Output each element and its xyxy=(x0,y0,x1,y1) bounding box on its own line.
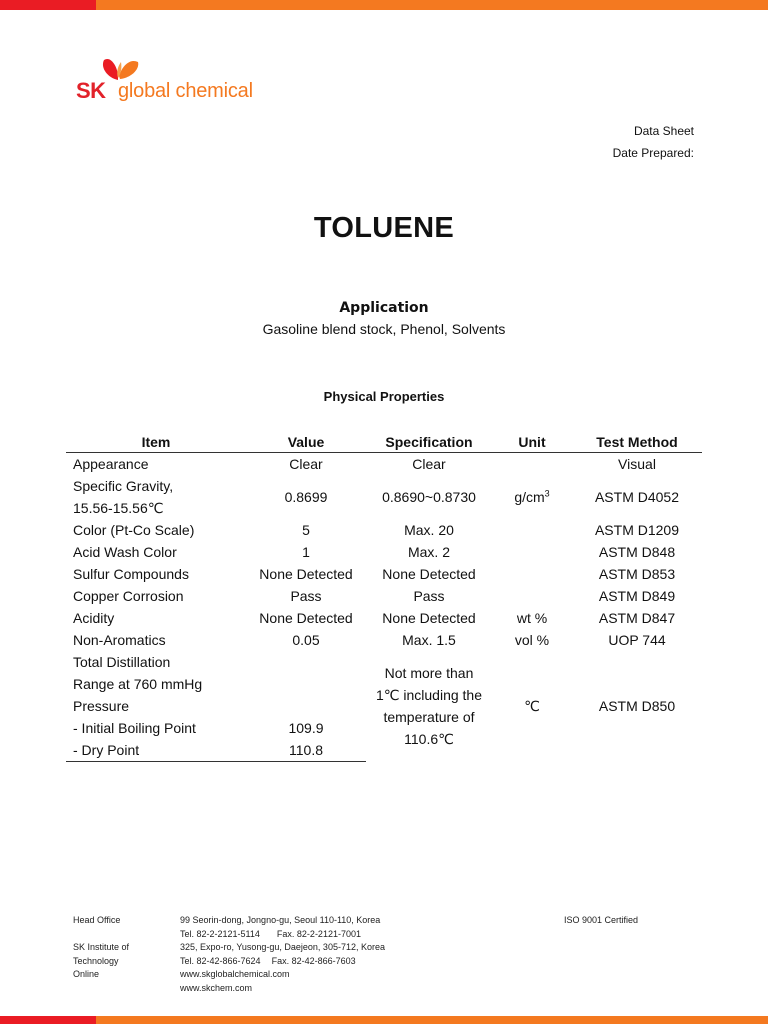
table-row xyxy=(66,607,702,629)
cell-method: ASTM D1209 xyxy=(594,522,680,538)
doc-type-label: Data Sheet xyxy=(633,124,694,138)
cell-unit xyxy=(492,475,572,519)
cell-spec: Max. 20 xyxy=(404,522,454,538)
top-color-bar xyxy=(0,0,768,10)
cell-value: None Detected xyxy=(259,610,353,626)
footer-online-label: Online xyxy=(73,969,100,980)
footer-institute-address: 325, Expo-ro, Yusong-gu, Daejeon, 305-712, Korea xyxy=(180,942,385,953)
cell-item-line: 15.56-15.56℃ xyxy=(73,500,164,516)
footer-institute-label: SK Institute of xyxy=(73,942,130,953)
table-row xyxy=(66,519,702,541)
unit-text: g/cm xyxy=(514,489,545,505)
cell-item: Color (Pt-Co Scale) xyxy=(73,522,195,538)
cell-item: Appearance xyxy=(73,456,149,472)
physical-properties-table xyxy=(66,431,702,762)
footer-website-link[interactable]: www.skglobalchemical.com xyxy=(180,969,290,980)
cell-method: ASTM D849 xyxy=(598,588,676,604)
cell-spec-line: temperature of xyxy=(383,709,475,726)
cell-value: 110.8 xyxy=(246,739,366,762)
column-header-specification: Specification xyxy=(366,431,492,453)
top-bar-red-segment xyxy=(0,0,96,10)
cell-value: None Detected xyxy=(259,566,353,582)
cell-item: Acid Wash Color xyxy=(73,544,177,560)
column-header-test-method: Test Method xyxy=(572,431,702,453)
table-row xyxy=(66,585,702,607)
table-row xyxy=(66,629,702,651)
cell-item: Non-Aromatics xyxy=(73,632,166,648)
cell-unit xyxy=(492,453,572,476)
cell-item: Total Distillation xyxy=(73,654,171,670)
cell-item-line: Specific Gravity, xyxy=(73,478,174,494)
table-row xyxy=(66,475,702,519)
cell-spec: Clear xyxy=(412,456,446,472)
table-row xyxy=(66,453,702,476)
cell-item: - Dry Point xyxy=(66,739,246,762)
cell-spec-line: 110.6℃ xyxy=(404,731,454,748)
cell-value: 0.05 xyxy=(292,632,320,648)
logo-global-chemical-text: global chemical xyxy=(118,80,253,102)
footer-head-office-contact xyxy=(180,928,385,942)
sk-global-chemical-logo xyxy=(76,46,316,116)
cell-unit xyxy=(492,541,572,563)
cell-value: 0.8699 xyxy=(284,489,328,505)
cell-spec-line: Not more than xyxy=(384,665,474,682)
cell-item: Range at 760 mmHg xyxy=(73,676,203,692)
footer-website-link[interactable]: www.skchem.com xyxy=(180,982,253,993)
cell-method: Visual xyxy=(618,456,656,472)
cell-unit: ℃ xyxy=(524,698,540,715)
date-prepared-label: Date Prepared: xyxy=(612,146,694,160)
cell-method: ASTM D848 xyxy=(598,544,676,560)
table-row xyxy=(66,563,702,585)
cell-spec: Max. 1.5 xyxy=(402,632,456,648)
unit-superscript: 3 xyxy=(544,488,550,499)
table-row xyxy=(66,541,702,563)
bottom-bar-orange-segment xyxy=(96,1016,768,1024)
column-header-unit: Unit xyxy=(492,431,572,453)
cell-method: ASTM D850 xyxy=(598,698,676,715)
cell-spec-line: 1℃ including the xyxy=(375,687,482,704)
cell-method: ASTM D4052 xyxy=(594,489,680,505)
cell-method: ASTM D853 xyxy=(598,566,676,582)
application-heading: Application xyxy=(339,300,429,316)
cell-value: 109.9 xyxy=(288,720,324,736)
cell-value: 1 xyxy=(302,544,310,560)
cell-item: Pressure xyxy=(73,698,130,714)
cell-spec xyxy=(366,651,492,762)
footer-certification: ISO 9001 Certified xyxy=(564,915,639,925)
physical-properties-heading: Physical Properties xyxy=(323,389,445,404)
cell-method: UOP 744 xyxy=(608,632,666,648)
footer-head-office-label: Head Office xyxy=(73,915,121,925)
footer-institute-fax: Fax. 82-42-866-7603 xyxy=(271,955,356,966)
cell-item xyxy=(66,475,246,519)
footer-institute-label: Technology xyxy=(73,955,119,966)
cell-item: Copper Corrosion xyxy=(73,588,184,604)
column-header-item: Item xyxy=(66,431,246,453)
cell-method: ASTM D847 xyxy=(598,610,676,626)
cell-value xyxy=(246,695,366,717)
footer-head-office-address: 99 Seorin-dong, Jongno-gu, Seoul 110-110, Korea xyxy=(180,915,381,925)
footer-labels xyxy=(73,914,129,982)
column-header-value: Value xyxy=(246,431,366,453)
logo-sk-text: SK xyxy=(76,78,106,103)
cell-unit xyxy=(492,585,572,607)
cell-value: Pass xyxy=(290,588,322,604)
bottom-color-bar xyxy=(0,1016,768,1024)
cell-value: Clear xyxy=(289,456,323,472)
cell-unit xyxy=(492,563,572,585)
page-title: TOLUENE xyxy=(313,212,455,244)
cell-spec: Pass xyxy=(413,588,445,604)
footer-head-office-tel: Tel. 82-2-2121-5114 xyxy=(180,928,260,939)
cell-value: 5 xyxy=(302,522,310,538)
cell-spec: None Detected xyxy=(382,610,476,626)
cell-unit: wt % xyxy=(516,610,548,626)
cell-unit: vol % xyxy=(514,632,550,648)
footer-head-office-fax: Fax. 82-2-2121-7001 xyxy=(276,928,361,939)
cell-value xyxy=(246,651,366,673)
table-row xyxy=(66,651,702,673)
top-bar-orange-segment xyxy=(96,0,768,10)
cell-item: - Initial Boiling Point xyxy=(73,720,196,736)
application-text: Gasoline blend stock, Phenol, Solvents xyxy=(262,321,506,337)
bottom-bar-red-segment xyxy=(0,1016,96,1024)
cell-unit xyxy=(492,519,572,541)
cell-item: Sulfur Compounds xyxy=(73,566,189,582)
footer-details xyxy=(180,914,385,996)
cell-value xyxy=(246,673,366,695)
footer-institute-tel: Tel. 82-42-866-7624 xyxy=(180,955,261,966)
cell-item: Acidity xyxy=(73,610,115,626)
cell-spec: None Detected xyxy=(382,566,476,582)
table-header-row xyxy=(66,431,702,453)
cell-spec: Max. 2 xyxy=(407,544,450,560)
footer-institute-contact xyxy=(180,955,385,969)
cell-spec: 0.8690~0.8730 xyxy=(382,489,476,505)
